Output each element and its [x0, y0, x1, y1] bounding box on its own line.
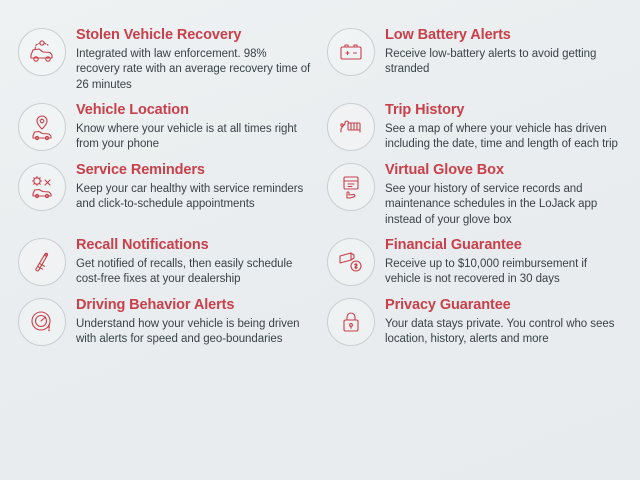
feature-item-driving-behavior-alerts	[18, 296, 313, 348]
virtual-glove-box-icon	[327, 163, 375, 211]
feature-item-privacy-guarantee	[327, 296, 622, 348]
feature-item-virtual-glove-box	[327, 161, 622, 228]
feature-text	[385, 26, 622, 78]
feature-item-trip-history	[327, 101, 622, 153]
feature-text	[385, 236, 622, 288]
feature-item-service-reminders	[18, 161, 313, 228]
feature-item-stolen-vehicle-recovery	[18, 26, 313, 93]
feature-grid	[18, 26, 622, 348]
feature-description: See your history of service records and maintenance schedules in the LoJack app instead of your glove box	[385, 182, 598, 226]
feature-title: Recall Notifications	[76, 237, 209, 254]
feature-item-recall-notifications	[18, 236, 313, 288]
feature-text	[385, 296, 622, 348]
feature-title: Financial Guarantee	[385, 237, 522, 254]
feature-item-financial-guarantee	[327, 236, 622, 288]
feature-description: Know where your vehicle is at all times right from your phone	[76, 122, 297, 151]
feature-text	[76, 161, 313, 213]
feature-title: Trip History	[385, 102, 465, 119]
feature-title: Service Reminders	[76, 161, 205, 178]
feature-description: Integrated with law enforcement. 98% recovery rate with an average recovery time of 26 minutes	[76, 47, 311, 91]
privacy-guarantee-icon	[327, 298, 375, 346]
financial-guarantee-icon	[327, 238, 375, 286]
feature-text	[76, 296, 313, 348]
feature-item-low-battery-alerts	[327, 26, 622, 93]
feature-text	[385, 161, 622, 228]
vehicle-location-icon	[18, 103, 66, 151]
feature-description: See a map of where your vehicle has driven including the date, time and length of each trip	[385, 122, 618, 151]
feature-title: Virtual Glove Box	[385, 161, 504, 178]
feature-description: Keep your car healthy with service reminders and click-to-schedule appointments	[76, 182, 304, 211]
feature-title: Vehicle Location	[76, 102, 189, 119]
feature-title: Stolen Vehicle Recovery	[76, 27, 242, 43]
feature-item-vehicle-location	[18, 101, 313, 153]
feature-description: Receive low-battery alerts to avoid getting stranded	[385, 47, 597, 76]
feature-text	[76, 236, 313, 288]
feature-text	[385, 101, 622, 153]
stolen-vehicle-recovery-icon	[18, 28, 66, 76]
feature-title: Privacy Guarantee	[385, 296, 511, 313]
feature-title: Driving Behavior Alerts	[76, 296, 235, 313]
recall-notifications-icon	[18, 238, 66, 286]
driving-behavior-alerts-icon	[18, 298, 66, 346]
trip-history-icon	[327, 103, 375, 151]
feature-description: Get notified of recalls, then easily schedule cost-free fixes at your dealership	[76, 257, 293, 286]
feature-title: Low Battery Alerts	[385, 27, 511, 43]
feature-text	[76, 101, 313, 153]
service-reminders-icon	[18, 163, 66, 211]
feature-description: Your data stays private. You control who sees location, history, alerts and more	[385, 317, 615, 346]
feature-text	[76, 26, 313, 93]
feature-description: Receive up to $10,000 reimbursement if vehicle is not recovered in 30 days	[385, 257, 588, 286]
low-battery-alerts-icon	[327, 28, 375, 76]
feature-description: Understand how your vehicle is being driven with alerts for speed and geo-boundaries	[76, 317, 300, 346]
